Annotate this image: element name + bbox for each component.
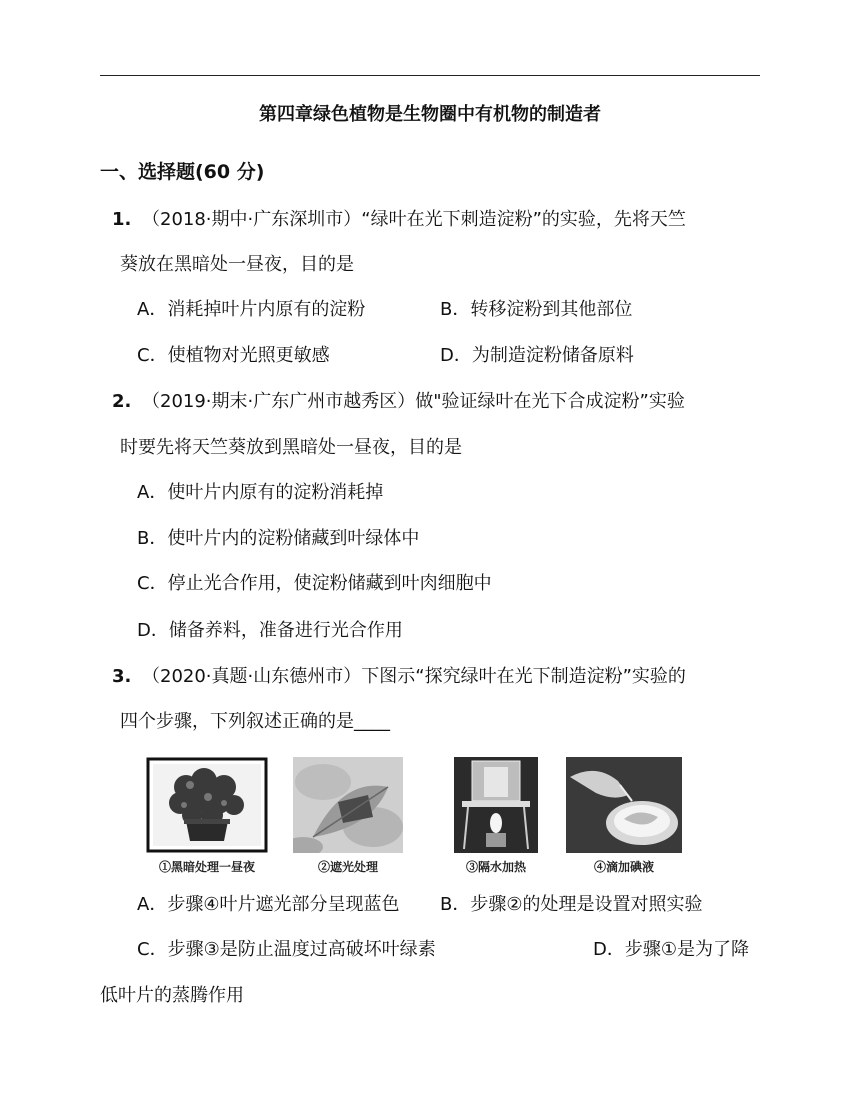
experiment-step-3-figure — [454, 757, 538, 875]
iodine-drop-photo — [566, 757, 682, 853]
leaf-covered-photo — [293, 757, 403, 853]
option-a[interactable]: A．使叶片内原有的淀粉消耗掉 — [137, 482, 384, 503]
option-c[interactable]: C．使植物对光照更敏感 — [137, 345, 330, 366]
question-stem-line2: 葵放在黑暗处一昼夜，目的是 — [120, 254, 354, 275]
option-c[interactable]: C．停止光合作用，使淀粉储藏到叶肉细胞中 — [137, 573, 492, 594]
question-stem-line1: （2020·真题·山东德州市）下图示“探究绿叶在光下制造淀粉”实验的 — [142, 666, 686, 687]
potted-plant-photo — [146, 757, 268, 853]
figure-caption: ①黑暗处理一昼夜 — [158, 860, 255, 874]
water-bath-heating-photo — [454, 757, 538, 853]
question-stem-line1: （2018·期中·广东深圳市）“绿叶在光下刺造淀粉”的实验，先将天竺 — [142, 209, 686, 230]
experiment-step-2-figure — [293, 757, 403, 875]
option-c[interactable]: C．步骤③是防止温度过高破坏叶绿素 — [137, 939, 436, 960]
experiment-step-1-figure — [146, 757, 268, 875]
question-number: 2. — [112, 391, 132, 412]
figure-caption: ③隔水加热 — [465, 860, 526, 874]
option-b[interactable]: B．使叶片内的淀粉储藏到叶绿体中 — [137, 528, 420, 549]
experiment-step-4-figure — [566, 757, 682, 875]
question-stem-line2: 时要先将天竺葵放到黑暗处一昼夜，目的是 — [120, 437, 462, 458]
page-title: 第四章绿色植物是生物圈中有机物的制造者 — [259, 104, 601, 125]
option-b[interactable]: B．步骤②的处理是设置对照实验 — [440, 894, 703, 915]
question-number: 3. — [112, 666, 132, 687]
option-d[interactable]: D．步骤①是为了降 — [593, 939, 749, 960]
option-b[interactable]: B．转移淀粉到其他部位 — [440, 299, 633, 320]
section-heading: 一、选择题(60 分) — [100, 161, 265, 183]
question-stem-line2: 四个步骤，下列叙述正确的是____ — [120, 711, 390, 732]
option-d-continued: 低叶片的蒸腾作用 — [100, 985, 244, 1006]
figure-caption: ②遮光处理 — [317, 860, 378, 874]
option-a[interactable]: A．消耗掉叶片内原有的淀粉 — [137, 299, 366, 320]
header-rule — [100, 75, 760, 76]
option-d[interactable]: D．储备养料，准备进行光合作用 — [137, 620, 403, 641]
question-number: 1. — [112, 209, 132, 230]
option-a[interactable]: A．步骤④叶片遮光部分呈现蓝色 — [137, 894, 400, 915]
figure-caption: ④滴加碘液 — [593, 860, 654, 874]
question-stem-line1: （2019·期末·广东广州市越秀区）做"验证绿叶在光下合成淀粉”实验 — [142, 391, 685, 412]
option-d[interactable]: D．为制造淀粉储备原料 — [440, 345, 634, 366]
